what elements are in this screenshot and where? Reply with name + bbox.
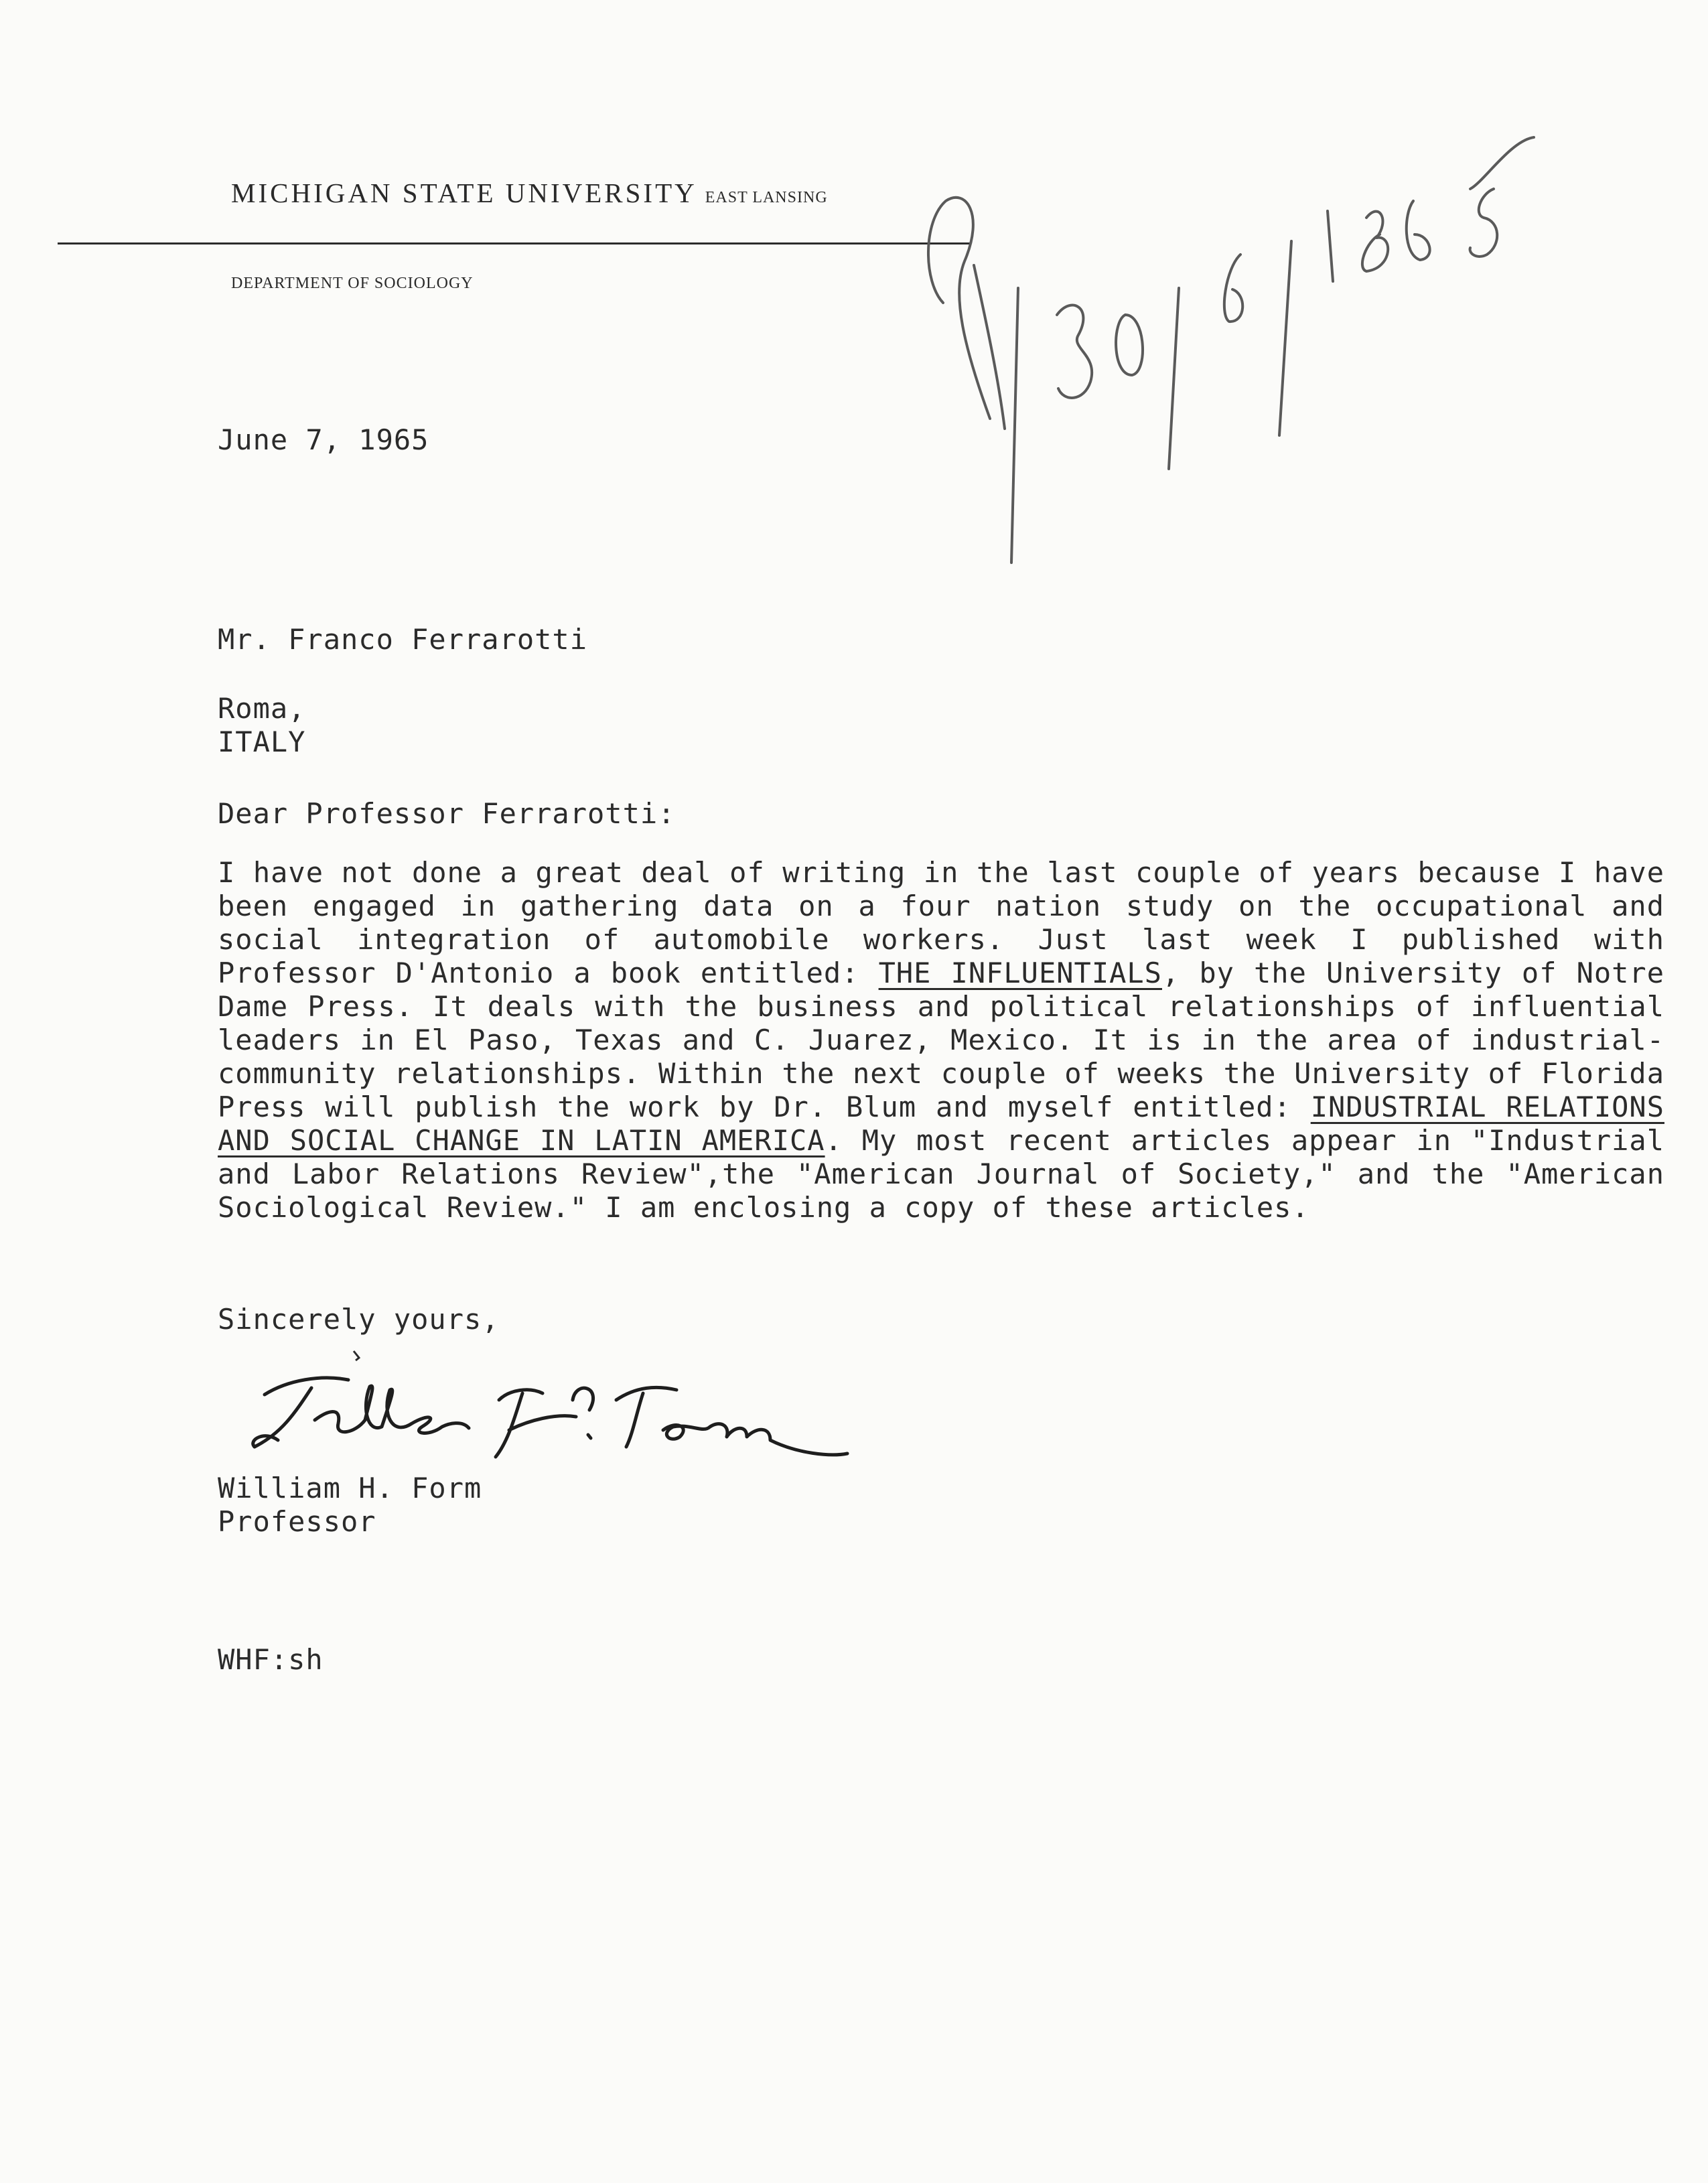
closing: Sincerely yours, xyxy=(218,1303,500,1336)
body-text-part3: . My most recent articles appear in "Industrial and Labor Relations Review",the "American Journal of Society," and the "American Sociological Review." I am enclosing a copy of these articles. xyxy=(218,1124,1665,1224)
letterhead-department: DEPARTMENT OF SOCIOLOGY xyxy=(231,275,474,292)
book-title-influentials: THE INFLUENTIALS xyxy=(878,957,1162,989)
body-text-part1: I have not done a great deal of writing in the last couple of years because I have been engaged in gathering data on a four nation study on the occupational and social integration of automobile workers. Just last week I published with Professor D'Antonio a book entitled: xyxy=(218,856,1664,989)
letterhead-university xyxy=(231,177,828,209)
signer-title: Professor xyxy=(218,1505,376,1538)
letter-body xyxy=(218,856,1664,1224)
salutation: Dear Professor Ferrarotti: xyxy=(218,797,676,830)
addressee-name: Mr. Franco Ferrarotti xyxy=(218,623,588,656)
address-line-country: ITALY xyxy=(218,725,306,758)
letterhead-rule xyxy=(58,242,970,244)
letterhead-location: EAST LANSING xyxy=(705,189,828,206)
letter-date: June 7, 1965 xyxy=(218,423,429,456)
signature-william-h-form xyxy=(253,1378,847,1457)
book-title-industrial-relations: INDUSTRIAL RELATIONS AND SOCIAL CHANGE IN LATIN AMERICA xyxy=(218,1090,1664,1157)
signature-tick-mark xyxy=(354,1351,359,1360)
university-name: MICHIGAN STATE UNIVERSITY xyxy=(231,178,697,208)
handwritten-date-annotation xyxy=(928,137,1534,563)
signer-name: William H. Form xyxy=(218,1472,482,1504)
address-line-city: Roma, xyxy=(218,692,306,725)
body-text-part2: , by the University of Notre Dame Press. It deals with the business and political relationships of influential leaders in El Paso, Texas and C. Juarez, Mexico. It is in the area of industrial-community relationships. Within the next couple of weeks the University of Florida Press will publish the work by Dr. Blum and myself entitled: xyxy=(218,957,1665,1123)
reference-initials: WHF:sh xyxy=(218,1643,324,1676)
